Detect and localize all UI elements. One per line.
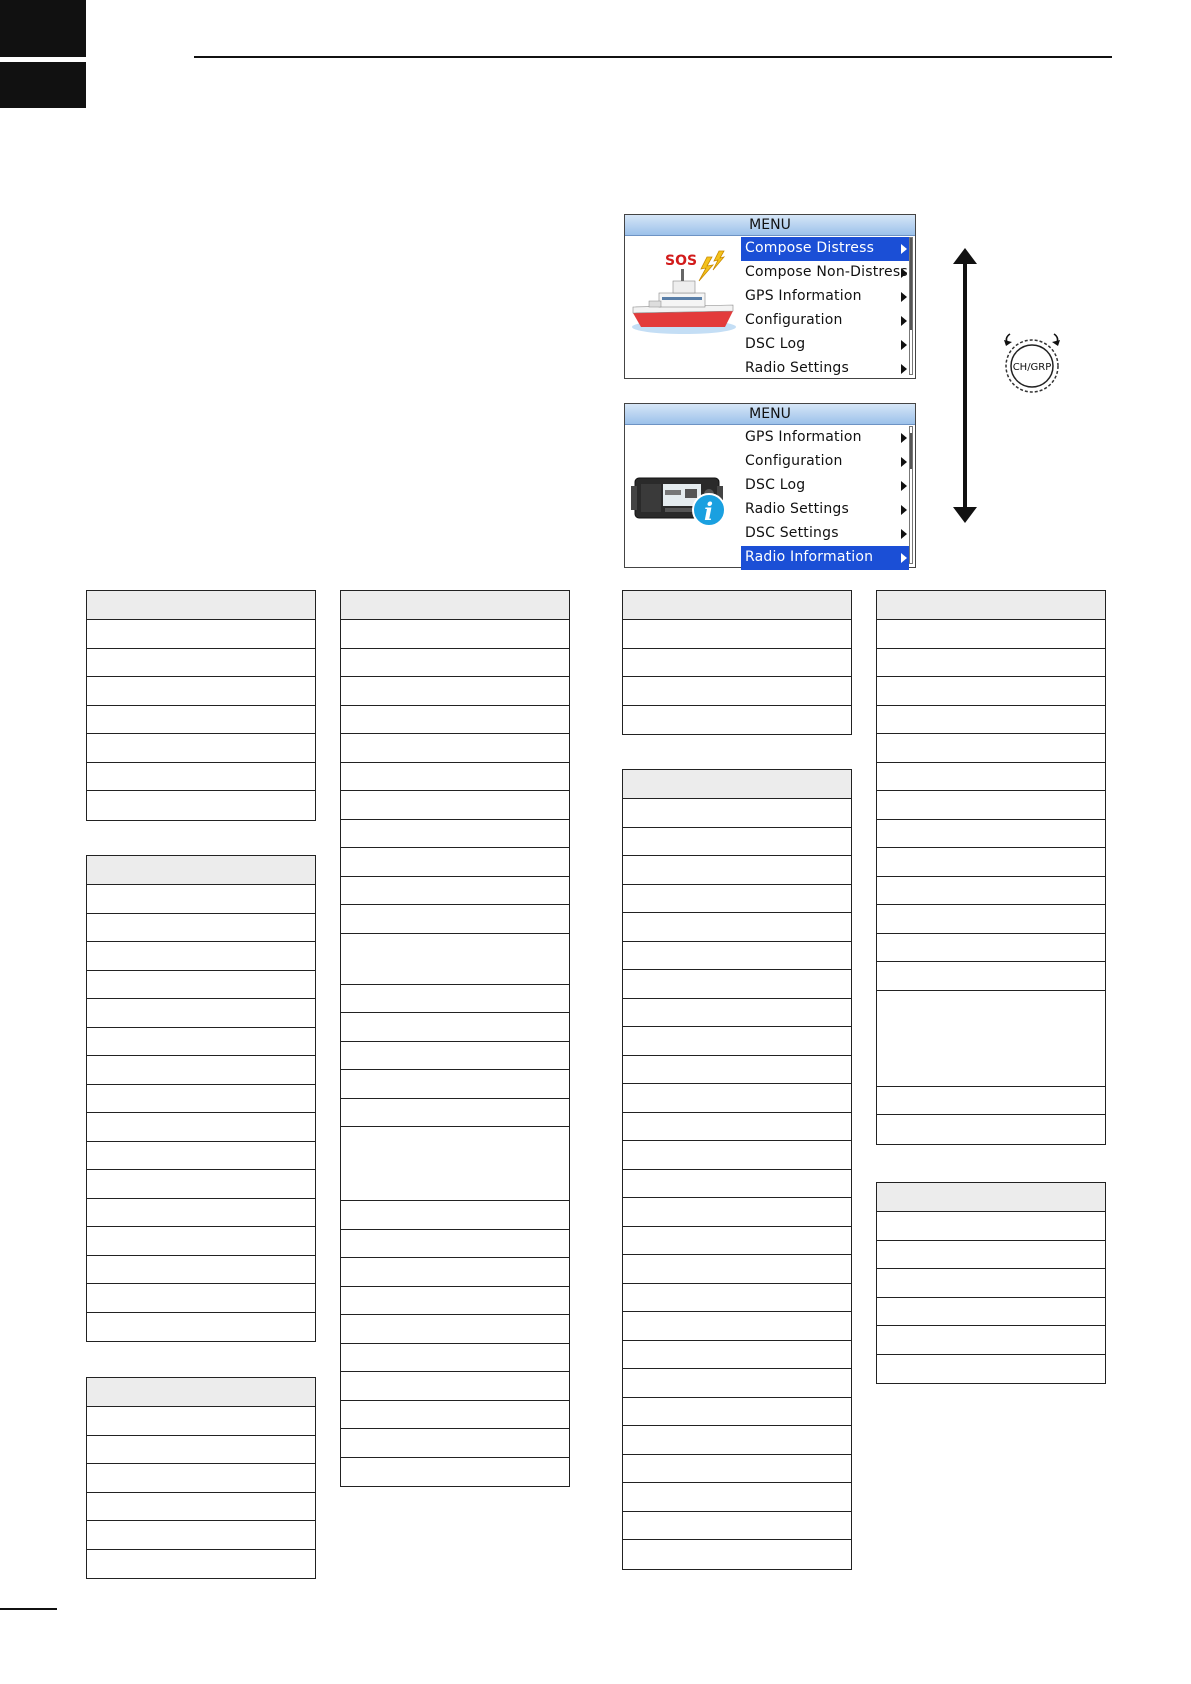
table-row [877,1355,1105,1384]
menu-tree-table [86,1377,316,1579]
table-header [877,1183,1105,1212]
dial-label: CH/GRP [1012,362,1052,373]
table-row [87,914,315,943]
table-row [87,1113,315,1142]
table-row [623,885,851,914]
table-row [877,934,1105,963]
chevron-right-icon [901,553,907,563]
table-row [87,885,315,914]
table-row [877,1115,1105,1144]
table-row [877,1298,1105,1327]
table-row [87,677,315,706]
table-row [623,828,851,857]
table-row [877,1241,1105,1270]
table-row [341,1344,569,1373]
menu-tree-table [622,769,852,1570]
table-row [877,1269,1105,1298]
table-row [877,1212,1105,1241]
chevron-right-icon [901,505,907,515]
table-row [341,1127,569,1201]
menu-item-gps-information[interactable]: GPS Information [741,285,909,309]
menu-item-configuration[interactable]: Configuration [741,309,909,333]
menu-item-radio-settings[interactable]: Radio Settings [741,357,909,381]
table-row [341,985,569,1014]
table-row [623,677,851,706]
menu-list [741,237,909,381]
table-row [87,1199,315,1228]
header-rule [194,56,1112,58]
menu-title: MENU [625,404,915,425]
table-row [341,1315,569,1344]
table-header [87,1378,315,1407]
table-row [341,734,569,763]
table-row [623,1455,851,1484]
chevron-right-icon [901,433,907,443]
menu-item-compose-distress[interactable]: Compose Distress [741,237,909,261]
menu-tree-table [876,1182,1106,1384]
table-row [341,791,569,820]
menu-tree-table [86,855,316,1342]
distress-ship-icon [629,245,739,355]
table-row [87,1170,315,1199]
table-row [623,970,851,999]
table-row [877,734,1105,763]
table-row [87,1493,315,1522]
table-row [87,1284,315,1313]
chevron-right-icon [901,457,907,467]
table-row [623,799,851,828]
table-row [87,942,315,971]
table-row [341,763,569,792]
menu-screen-top [624,214,916,379]
table-row [877,1326,1105,1355]
table-row [877,677,1105,706]
table-row [87,1550,315,1579]
table-row [623,1255,851,1284]
table-row [623,856,851,885]
table-header [623,591,851,620]
table-row [877,620,1105,649]
menu-scrollbar[interactable] [909,426,913,564]
table-row [623,1398,851,1427]
table-row [623,1540,851,1569]
chevron-right-icon [901,364,907,374]
table-header [877,591,1105,620]
menu-tree-table [622,590,852,735]
table-row [623,1483,851,1512]
menu-item-dsc-log[interactable]: DSC Log [741,474,909,498]
scroll-direction-arrow-icon [953,248,977,523]
rotary-dial-icon[interactable] [998,330,1066,398]
table-row [87,763,315,792]
table-row [87,1313,315,1342]
table-row [623,1369,851,1398]
menu-scrollbar[interactable] [909,237,913,375]
chevron-right-icon [901,244,907,254]
table-row [623,1198,851,1227]
table-row [87,971,315,1000]
table-row [341,1401,569,1430]
menu-tree-table [876,590,1106,1145]
table-row [623,1227,851,1256]
table-header [87,856,315,885]
table-row [341,1070,569,1099]
table-row [341,848,569,877]
menu-item-dsc-log[interactable]: DSC Log [741,333,909,357]
table-row [87,1407,315,1436]
menu-tree-table [340,590,570,1487]
table-row [877,905,1105,934]
table-row [877,962,1105,991]
table-row [623,1084,851,1113]
table-row [87,649,315,678]
table-row [341,1013,569,1042]
table-row [623,913,851,942]
section-tab-lower [0,62,86,108]
table-row [623,1512,851,1541]
menu-list [741,426,909,570]
table-row [623,1141,851,1170]
table-row [341,1099,569,1128]
table-row [623,1113,851,1142]
svg-text:i: i [704,497,714,526]
table-row [877,649,1105,678]
table-row [87,1436,315,1465]
table-header [623,770,851,799]
table-row [341,649,569,678]
table-row [341,934,569,985]
table-row [341,877,569,906]
table-row [341,1429,569,1458]
table-row [87,1056,315,1085]
table-row [341,1458,569,1487]
table-row [87,1028,315,1057]
table-row [341,677,569,706]
menu-item-radio-settings[interactable]: Radio Settings [741,498,909,522]
table-row [87,1521,315,1550]
table-row [623,620,851,649]
menu-item-radio-information[interactable]: Radio Information [741,546,909,570]
chevron-right-icon [901,481,907,491]
table-row [623,1027,851,1056]
table-row [877,848,1105,877]
table-row [341,1201,569,1230]
table-row [623,1426,851,1455]
table-row [87,1142,315,1171]
table-row [623,706,851,735]
table-row [877,877,1105,906]
table-row [623,1056,851,1085]
table-row [623,1312,851,1341]
menu-item-compose-non-distress[interactable]: Compose Non-Distress [745,264,908,280]
table-row [87,999,315,1028]
chevron-right-icon [901,316,907,326]
table-row [877,706,1105,735]
menu-item-dsc-settings[interactable]: DSC Settings [741,522,909,546]
table-row [877,791,1105,820]
table-row [341,820,569,849]
table-row [87,706,315,735]
table-header [87,591,315,620]
table-row [877,820,1105,849]
table-row [87,1256,315,1285]
table-row [877,991,1105,1087]
section-tab-upper [0,0,86,57]
chevron-right-icon [901,292,907,302]
table-row [87,1085,315,1114]
table-row [341,1372,569,1401]
footer-rule [0,1608,57,1610]
table-row [877,1087,1105,1116]
sos-label: SOS [665,253,698,269]
table-row [623,999,851,1028]
table-row [87,734,315,763]
menu-item-gps-information[interactable]: GPS Information [741,426,909,450]
table-row [341,1230,569,1259]
table-row [341,706,569,735]
chevron-right-icon [901,268,907,278]
table-row [623,1284,851,1313]
table-row [623,942,851,971]
menu-screen-bottom [624,403,916,568]
menu-tree-table [86,590,316,821]
table-row [341,905,569,934]
table-row [341,1258,569,1287]
table-row [877,763,1105,792]
menu-item-configuration[interactable]: Configuration [741,450,909,474]
table-row [623,1341,851,1370]
table-row [87,791,315,820]
table-row [87,1464,315,1493]
table-row [87,1227,315,1256]
table-row [623,1170,851,1199]
menu-title: MENU [625,215,915,236]
table-row [341,1287,569,1316]
table-row [341,620,569,649]
radio-information-icon [629,434,739,544]
table-header [341,591,569,620]
table-row [87,620,315,649]
table-row [623,649,851,678]
table-row [341,1042,569,1071]
chevron-right-icon [901,340,907,350]
chevron-right-icon [901,529,907,539]
